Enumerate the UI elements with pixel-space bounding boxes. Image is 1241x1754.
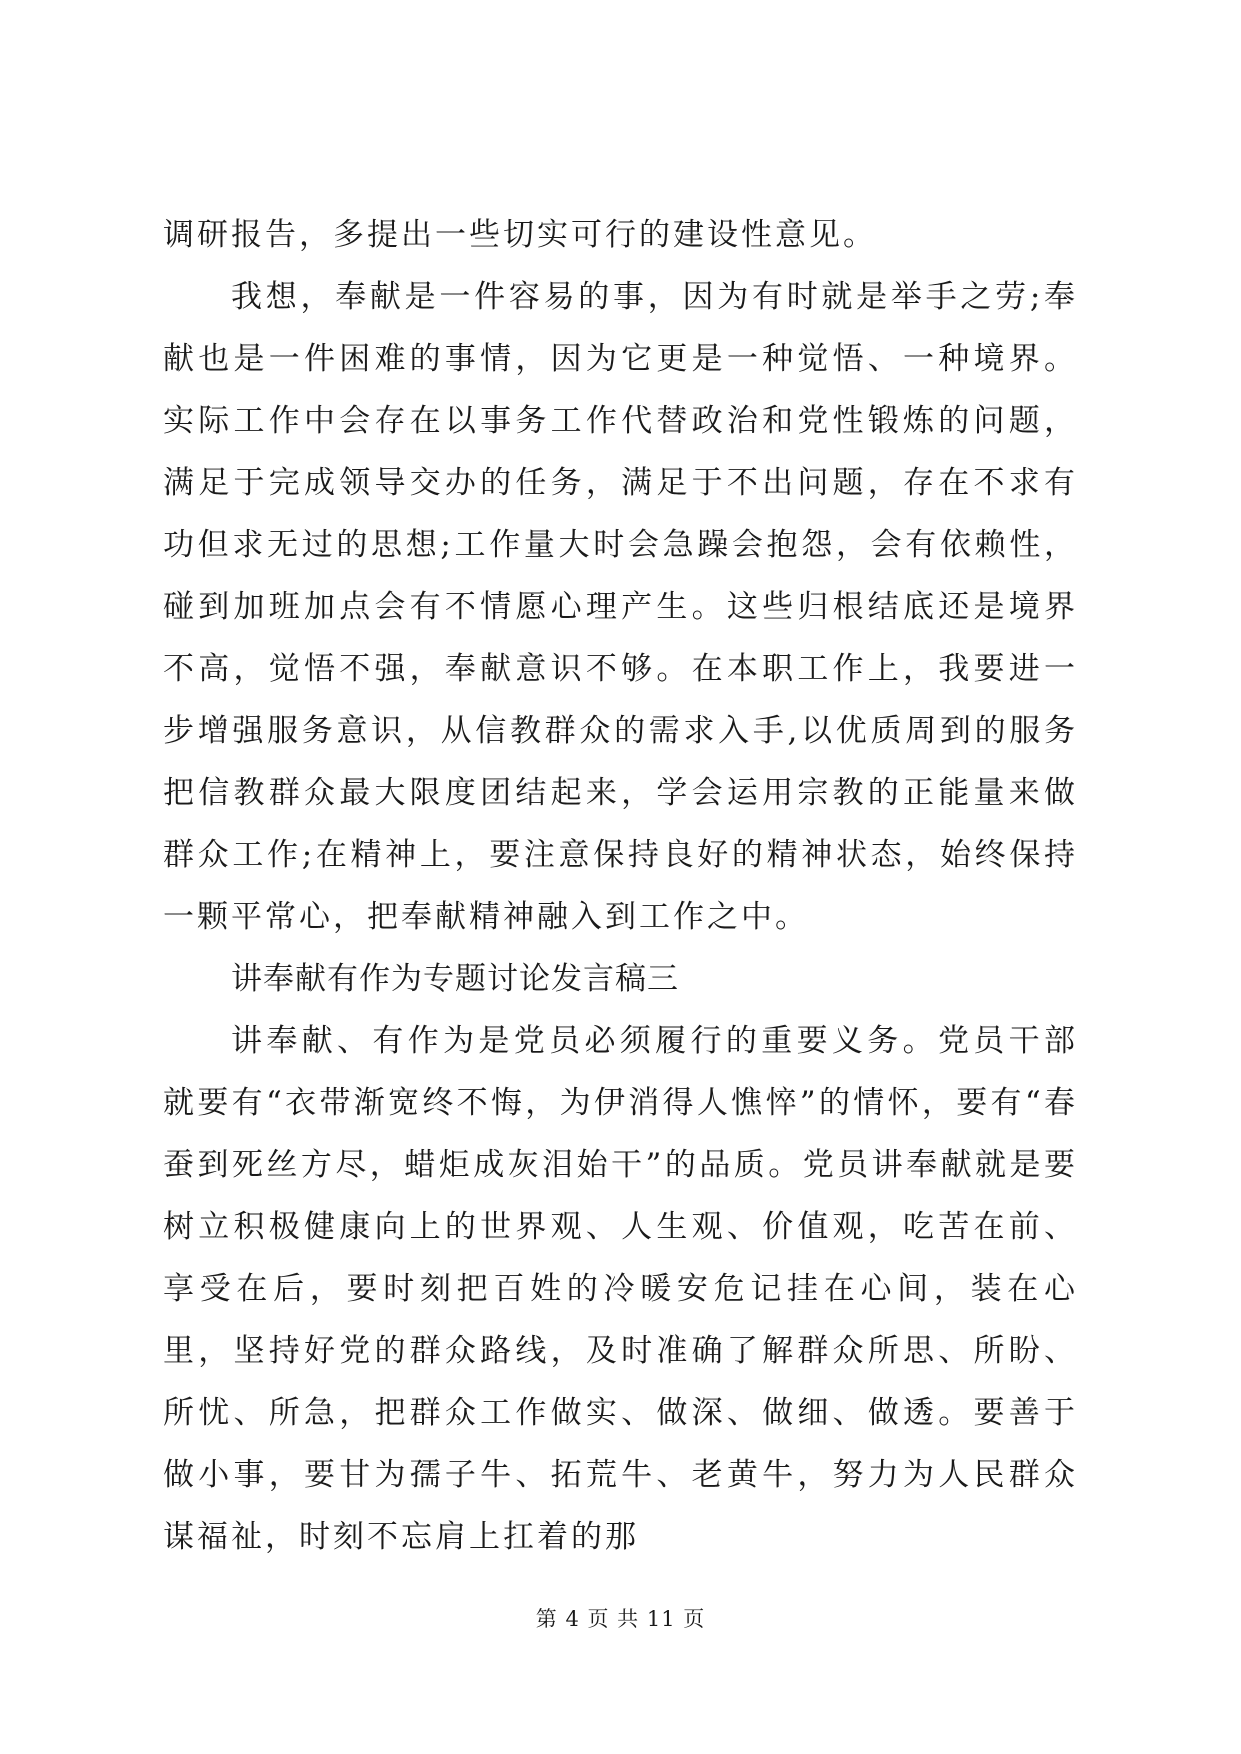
paragraph-dedication: 我想，奉献是一件容易的事，因为有时就是举手之劳;奉献也是一件困难的事情，因为它更是一种觉悟、一种境界。实际工作中会存在以事务工作代替政治和党性锻炼的问题，满足于完成领导交办的任务，满足于不出问题，存在不求有功但求无过的思想;工作量大时会急躁会抱怨，会有依赖性，碰到加班加点会有不情愿心理产生。这些归根结底还是境界不高，觉悟不强，奉献意识不够。在本职工作上，我要进一步增强服务意识，从信教群众的需求入手,以优质周到的服务把信教群众最大限度团结起来，学会运用宗教的正能量来做群众工作;在精神上，要注意保持良好的精神状态，始终保持一颗平常心，把奉献精神融入到工作之中。	[163, 279, 1078, 935]
page-number-footer: 第 4 页 共 11 页	[535, 1607, 706, 1631]
paragraph-party-duty: 讲奉献、有作为是党员必须履行的重要义务。党员干部就要有“衣带渐宽终不悔，为伊消得人憔悴”的情怀，要有“春蚕到死丝方尽，蜡炬成灰泪始干”的品质。党员讲奉献就是要树立积极健康向上的世界观、人生观、价值观，吃苦在前、享受在后，要时刻把百姓的冷暖安危记挂在心间，装在心里，坚持好党的群众路线，及时准确了解群众所思、所盼、所忧、所急，把群众工作做实、做深、做细、做透。要善于做小事，要甘为孺子牛、拓荒牛、老黄牛，努力为人民群众谋福祉，时刻不忘肩上扛着的那	[163, 1023, 1078, 1555]
paragraph-continuation: 调研报告，多提出一些切实可行的建设性意见。	[163, 217, 877, 253]
section-heading: 讲奉献有作为专题讨论发言稿三	[231, 961, 679, 997]
document-body	[163, 204, 1078, 1568]
